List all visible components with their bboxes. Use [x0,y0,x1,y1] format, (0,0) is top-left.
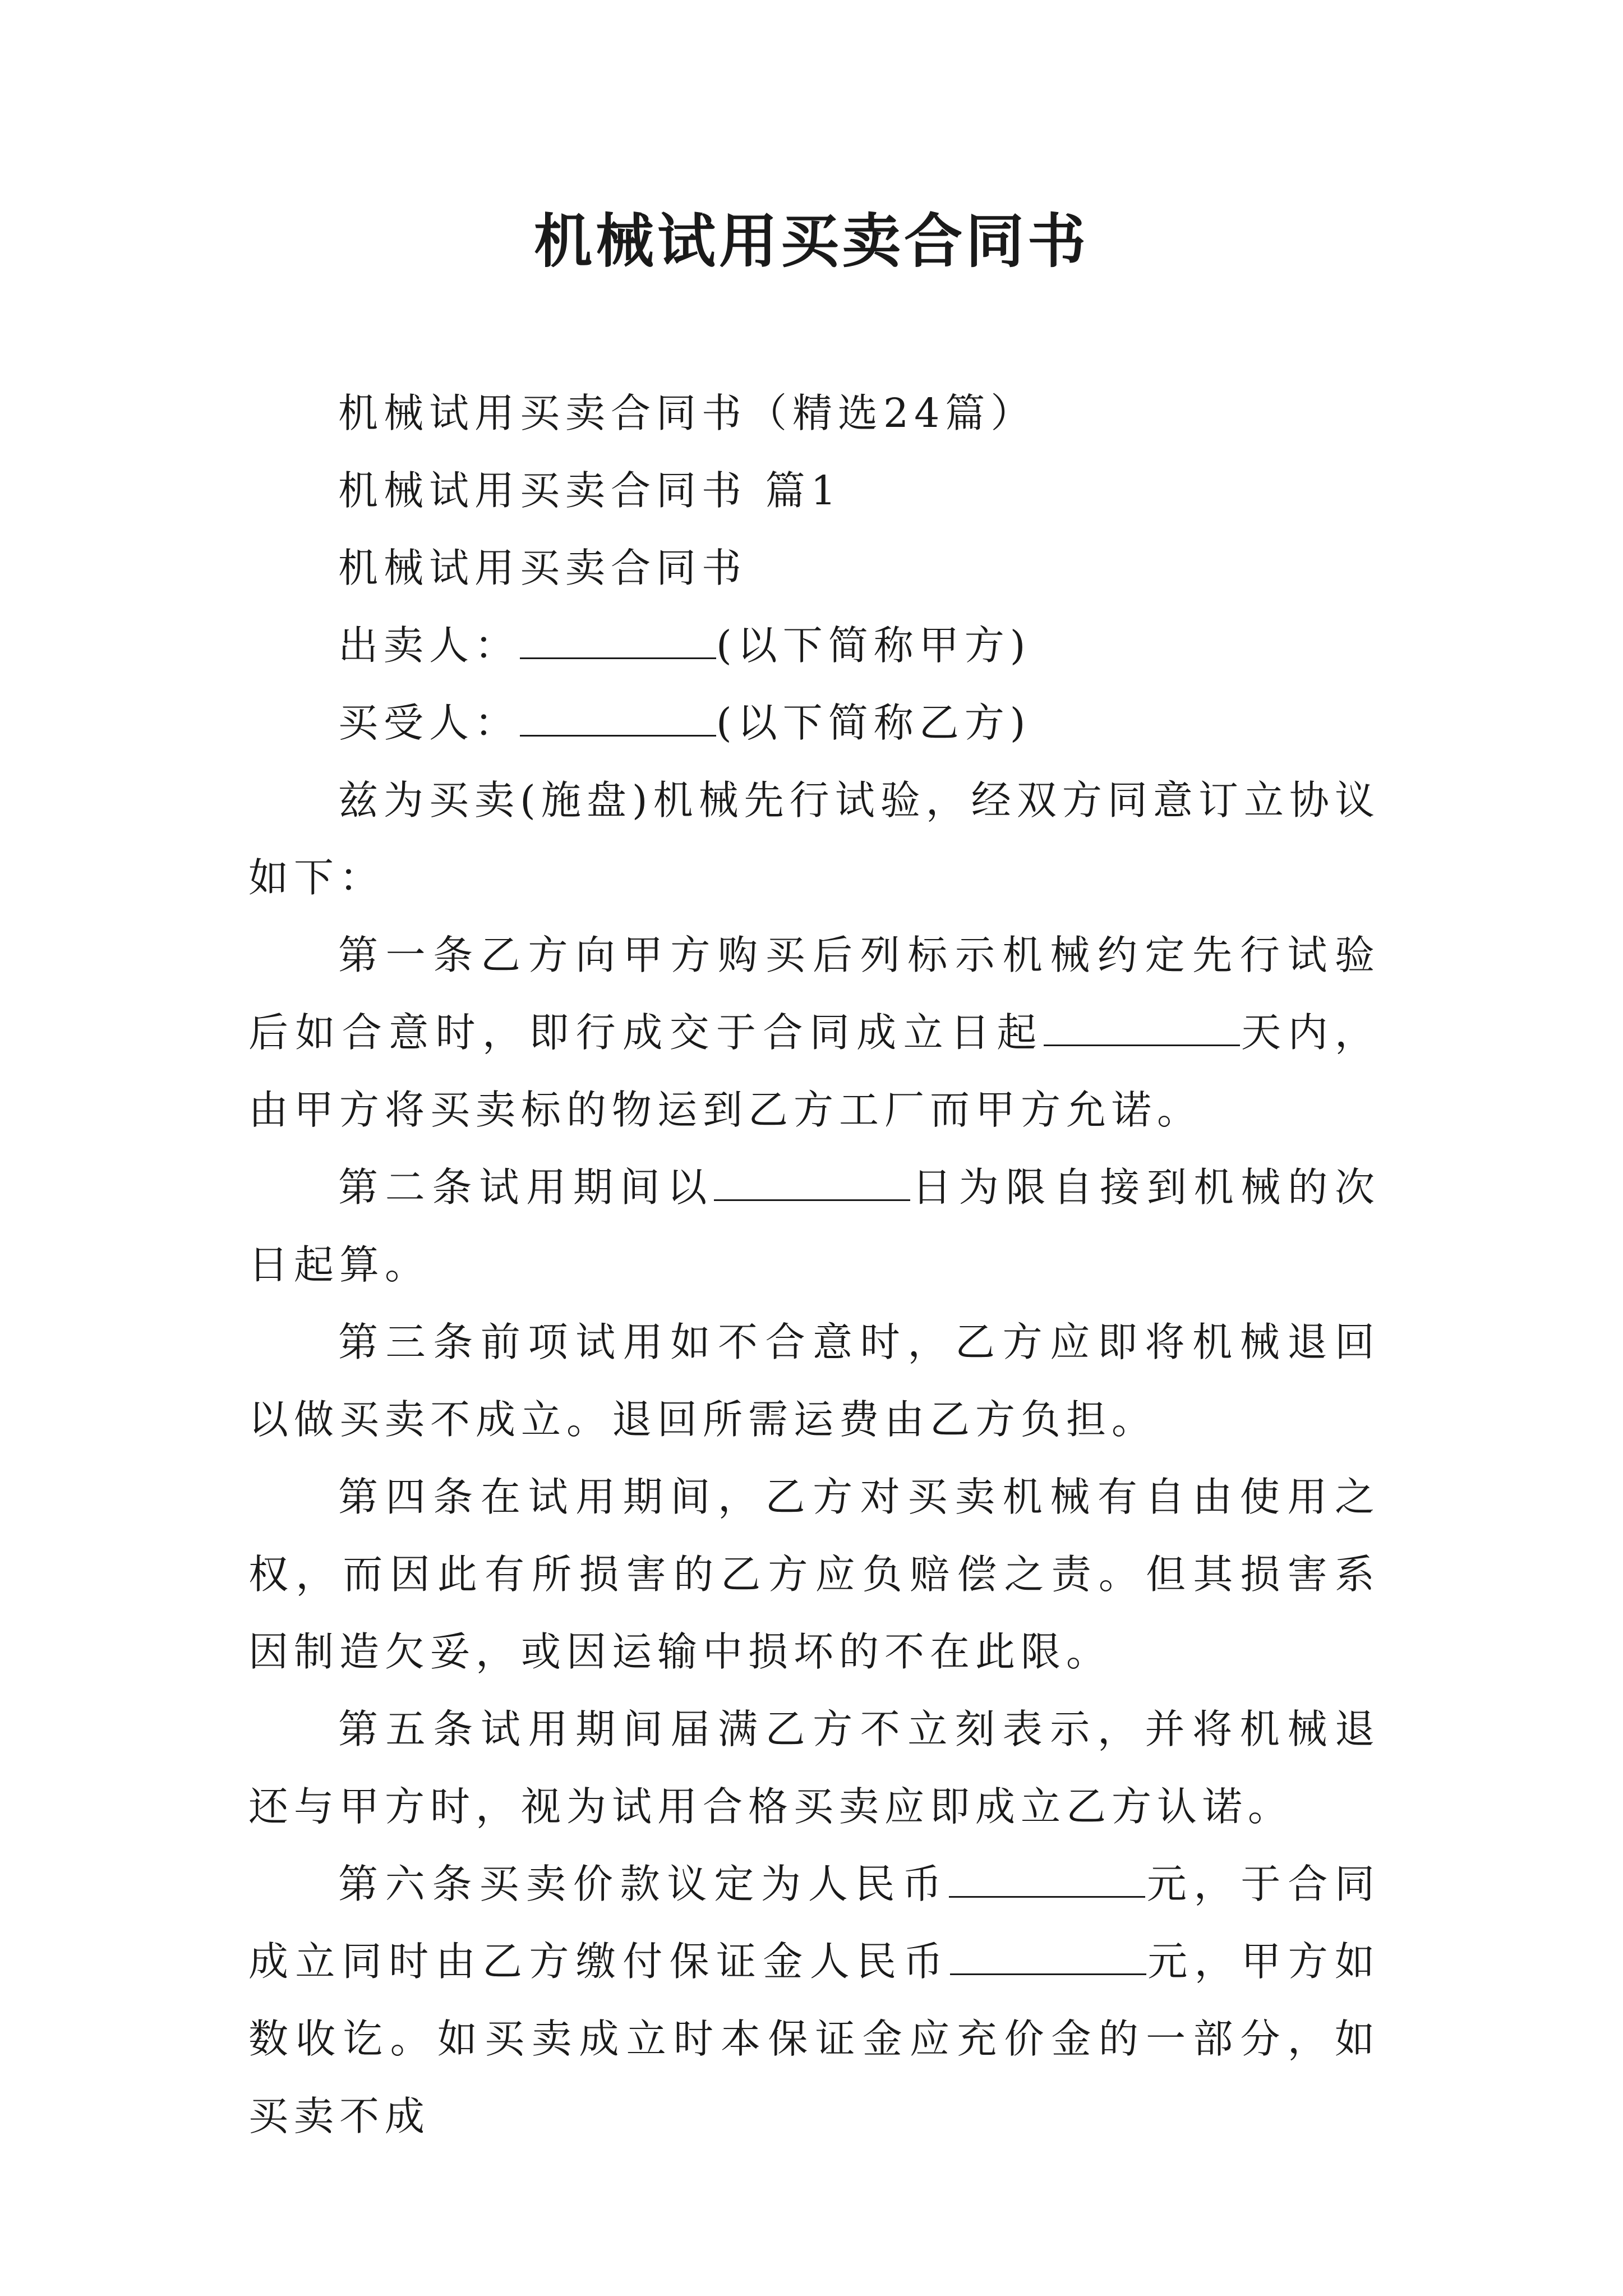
paragraph-chapter-heading [248,452,1380,530]
paragraph-text: 第一条乙方向甲方购买后列标示机械约定先行试验后如合意时，即行成交于合同成立日起 [248,932,1380,1056]
paragraph-contract-name [248,530,1380,607]
blank-line [520,623,716,659]
paragraph-text: 机械试用买卖合同书（精选24篇） [338,390,1036,436]
buyer-label: 买受人： [338,700,520,746]
paragraph-text: 兹为买卖(施盘)机械先行试验，经双方同意订立协议如下： [248,777,1380,901]
paragraph-text: 第四条在试用期间，乙方对买卖机械有自由使用之权，而因此有所损害的乙方应负赔偿之责。但其损害系因制造欠妥，或因运输中损坏的不在此限。 [248,1474,1380,1675]
paragraph-article-4 [248,1458,1380,1691]
paragraph-article-3 [248,1304,1380,1458]
paragraph-text: 第二条试用期间以 [338,1164,714,1211]
blank-line [520,700,716,737]
blank-line [950,1939,1146,1975]
document-title: 机械试用买卖合同书 [533,206,1089,275]
blank-line [714,1165,910,1201]
paragraph-text: 元，于合同成立同时由乙方缴付保证金人民币 [248,1861,1380,1985]
buyer-note: (以下简称乙方) [716,700,1031,746]
paragraph-text: 第六条买卖价款议定为人民币 [338,1861,949,1907]
paragraph-text: 机械试用买卖合同书 篇1 [338,467,842,514]
seller-note: (以下简称甲方) [716,622,1031,669]
paragraph-text: 第五条试用期间届满乙方不立刻表示，并将机械退还与甲方时，视为试用合格买卖应即成立乙方认诺。 [248,1706,1380,1830]
blank-line [1044,1010,1240,1046]
document-body [248,375,1380,2155]
paragraph-text: 日为限自接到机械的次日起算。 [248,1164,1380,1288]
paragraph-text: 天内，由甲方将买卖标的物运到乙方工厂而甲方允诺。 [248,1009,1380,1133]
paragraph-buyer [248,684,1380,762]
paragraph-subtitle [248,375,1380,452]
paragraph-text: 第三条前项试用如不合意时，乙方应即将机械退回以做买卖不成立。退回所需运费由乙方负担。 [248,1319,1380,1443]
paragraph-article-2 [248,1149,1380,1304]
paragraph-text: 元，甲方如数收讫。如买卖成立时本保证金应充价金的一部分，如买卖不成 [248,1938,1380,2139]
blank-line [949,1861,1145,1898]
paragraph-article-5 [248,1691,1380,1846]
paragraph-seller [248,607,1380,684]
seller-label: 出卖人： [338,622,520,669]
paragraph-preamble [248,762,1380,917]
paragraph-text: 机械试用买卖合同书 [338,545,748,591]
paragraph-article-1 [248,917,1380,1149]
paragraph-article-6 [248,1846,1380,2155]
